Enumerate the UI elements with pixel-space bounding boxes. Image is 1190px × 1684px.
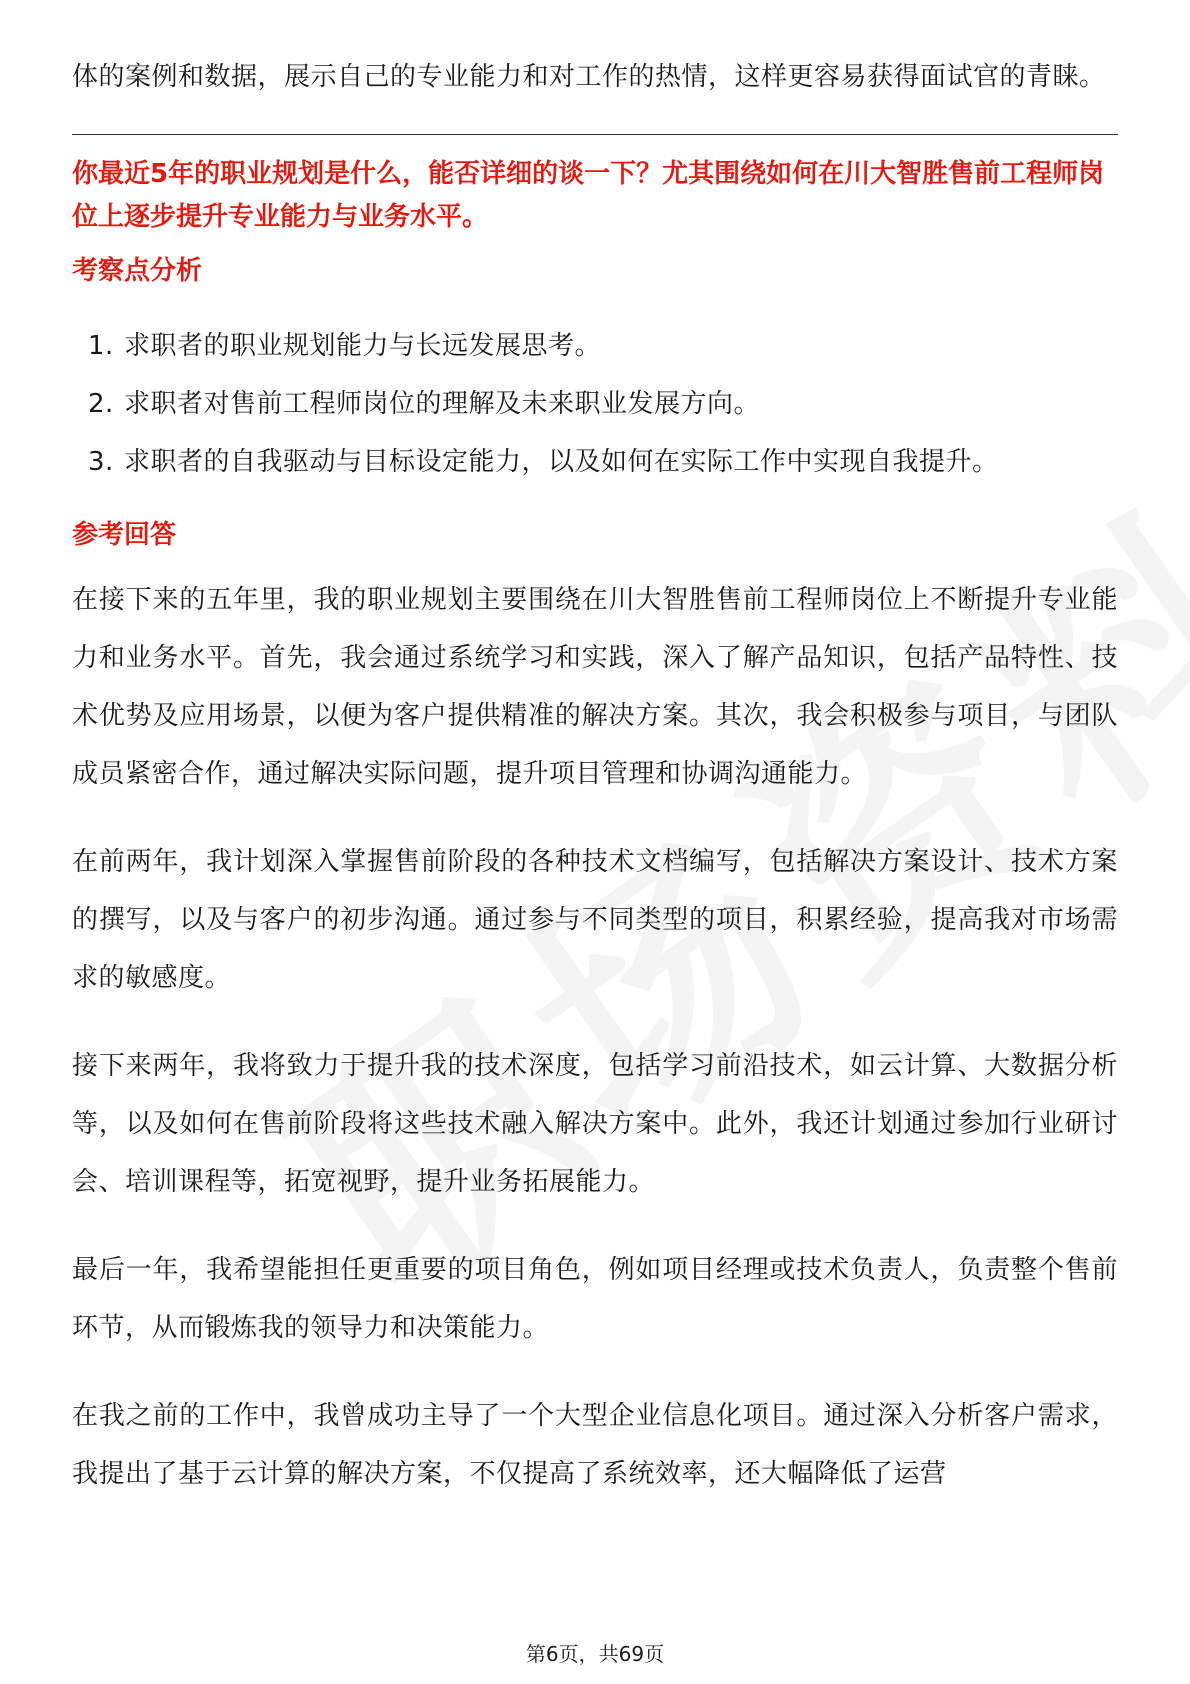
question-heading: 你最近5年的职业规划是什么，能否详细的谈一下？尤其围绕如何在川大智胜售前工程师岗位上逐步提升专业能力与业务水平。 [72,159,1105,232]
analysis-item-text: 求职者的职业规划能力与长远发展思考。 [124,331,602,361]
analysis-item [72,317,1118,375]
analysis-item [72,433,1118,491]
paragraph-gap [72,1357,1118,1387]
analysis-item-text: 求职者对售前工程师岗位的理解及未来职业发展方向。 [124,389,761,419]
page-number: 第6页，共69页 [525,1642,665,1666]
analysis-list [72,317,1118,491]
answer-paragraph: 最后一年，我希望能担任更重要的项目角色，例如项目经理或技术负责人，负责整个售前环节，从而锻炼我的领导力和决策能力。 [72,1255,1118,1343]
paragraph-gap [72,803,1118,833]
analysis-item-number: 2. [88,389,114,419]
answer-paragraph: 接下来两年，我将致力于提升我的技术深度，包括学习前沿技术，如云计算、大数据分析等，以及如何在售前阶段将这些技术融入解决方案中。此外，我还计划通过参加行业研讨会、培训课程等，拓宽视野，提升业务拓展能力。 [72,1051,1118,1197]
paragraph-gap [72,1007,1118,1037]
answer-paragraph: 在接下来的五年里，我的职业规划主要围绕在川大智胜售前工程师岗位上不断提升专业能力和业务水平。首先，我会通过系统学习和实践，深入了解产品知识，包括产品特性、技术优势及应用场景，以便为客户提供精准的解决方案。其次，我会积极参与项目，与团队成员紧密合作，通过解决实际问题，提升项目管理和协调沟通能力。 [72,585,1118,789]
analysis-item [72,375,1118,433]
answer-paragraph: 在前两年，我计划深入掌握售前阶段的各种技术文档编写，包括解决方案设计、技术方案的撰写，以及与客户的初步沟通。通过参与不同类型的项目，积累经验，提高我对市场需求的敏感度。 [72,847,1118,993]
answer-paragraph: 在我之前的工作中，我曾成功主导了一个大型企业信息化项目。通过深入分析客户需求，我提出了基于云计算的解决方案，不仅提高了系统效率，还大幅降低了运营 [72,1401,1118,1489]
section-divider [72,134,1118,135]
page-content [72,48,1118,1503]
answer-title: 参考回答 [72,520,177,550]
analysis-item-number: 1. [88,331,114,361]
analysis-item-text: 求职者的自我驱动与目标设定能力，以及如何在实际工作中实现自我提升。 [124,447,999,477]
paragraph-gap [72,1211,1118,1241]
intro-paragraph: 体的案例和数据，展示自己的专业能力和对工作的热情，这样更容易获得面试官的青睐。 [72,62,1106,92]
analysis-title: 考察点分析 [72,256,203,286]
analysis-item-number: 3. [88,447,114,477]
